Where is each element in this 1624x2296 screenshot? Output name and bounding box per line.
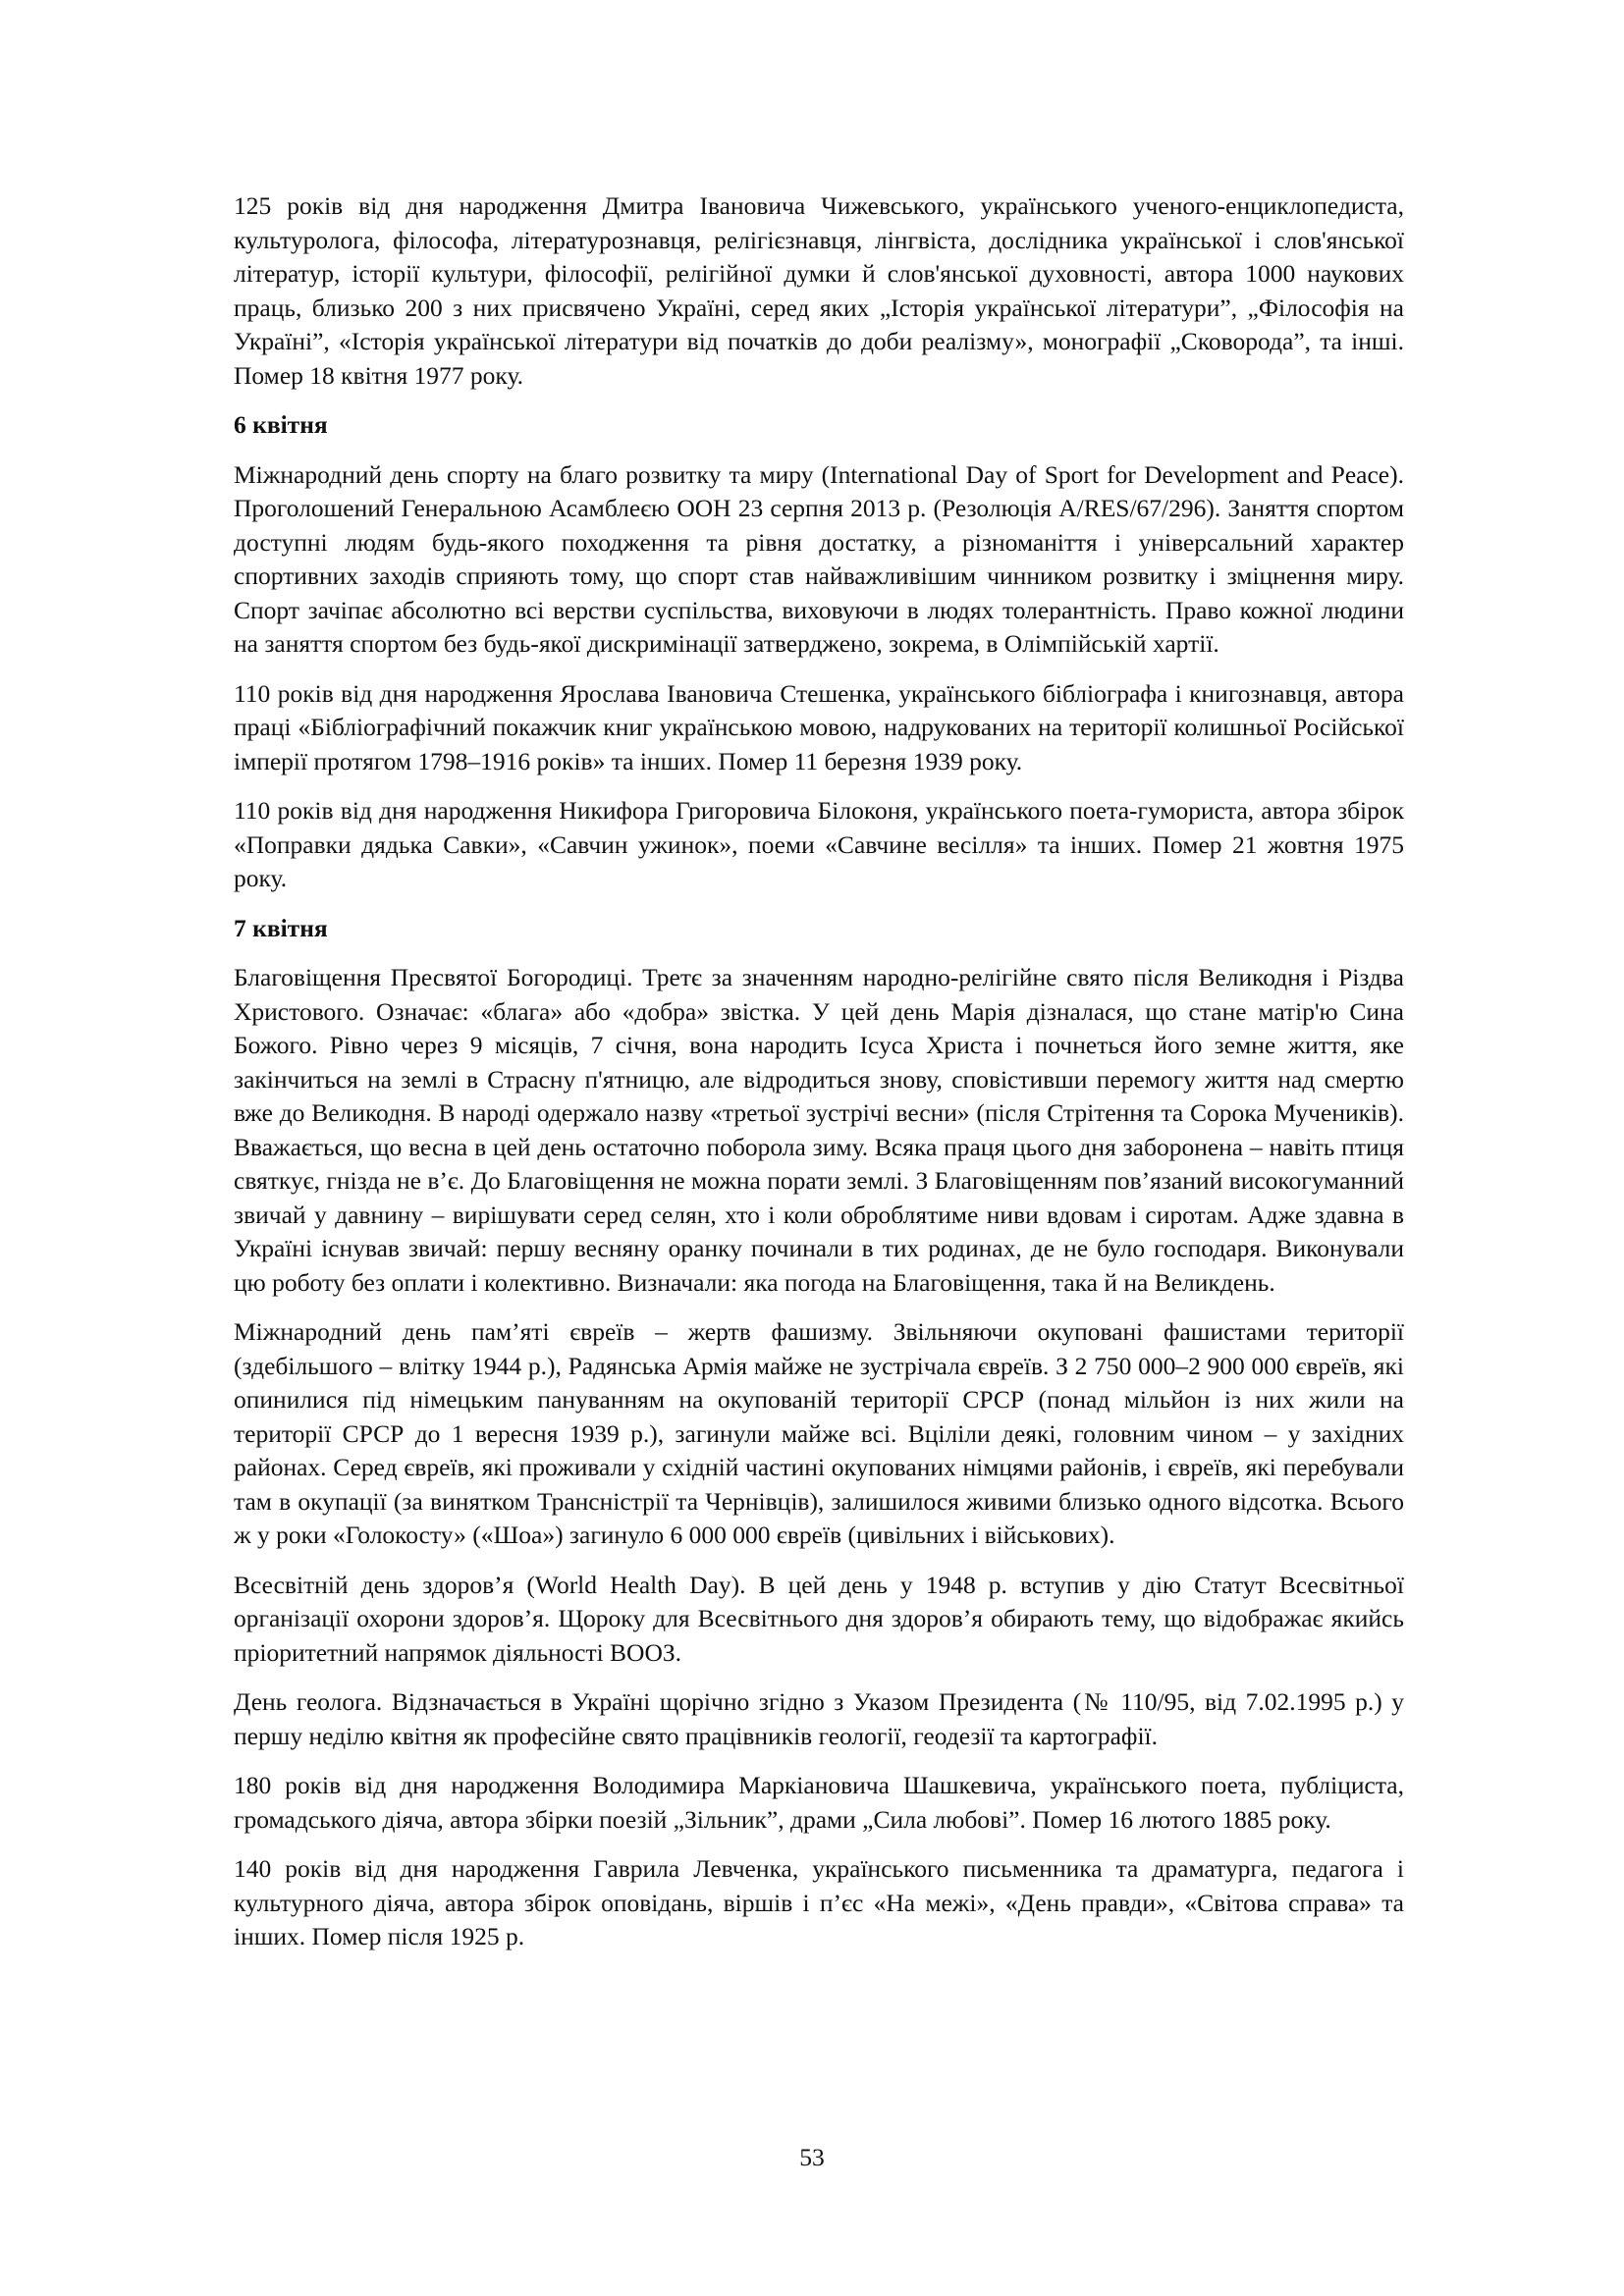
date-heading-april-7: 7 квітня [234,913,328,942]
paragraph-world-health-day: Всесвітній день здоров’я (World Health Day). В цей день у 1948 р. вступив у дію Статут Всесвітньої організації охорони здоров’я. Щороку для Всесвітнього дня здоров’я обирають тему, що відображає якийсь пріоритетний напрямок діяльності ВООЗ. [234,1570,1404,1667]
paragraph-shashkevych: 180 років від дня народження Володимира Маркіановича Шашкевича, українського поета, публіциста, громадського діяча, автора збірки поезій „Зільник”, драми „Сила любові”. Помер 16 лютого 1885 року. [234,1771,1404,1834]
paragraph-sport-day: Міжнародний день спорту на благо розвитку та миру (International Day of Sport for Development and Peace). Проголошений Генеральною Асамблеєю ООН 23 серпня 2013 р. (Резолюція A/RES/67/296). Заняття спортом доступні людям будь-якого походження та рівня достатку, а різноманіття і універсальний характер спортивних заходів сприяють тому, що спорт став найважливішим чинником розвитку і зміцнення миру. Спорт зачіпає абсолютно всі верстви суспільства, виховуючи в людях толерантність. Право кожної людини на заняття спортом без будь-якої дискримінації затверджено, зокрема, в Олімпійській хартії. [234,459,1404,658]
page-number: 53 [799,2143,825,2171]
paragraph-holocaust-remembrance: Міжнародний день пам’яті євреїв – жертв фашизму. Звільняючи окуповані фашистами території (здебільшого – влітку 1944 р.), Радянська Армія майже не зустрічала євреїв. З 2 750 000–2 900 000 євреїв, які опинилися під німецьким пануванням на окупованій території СРСР (понад мільйон із них жили на території СРСР до 1 вересня 1939 р.), загинули майже всі. Вціліли деякі, головним чином – у західних районах. Серед євреїв, які проживали у східній частині окупованих німцями районів, і євреїв, які перебували там в окупації (за винятком Трансністрії та Чернівців), залишилося живими близько одного відсотка. Всього ж у роки «Голокосту» («Шоа») загинуло 6 000 000 євреїв (цивільних і військових). [234,1317,1404,1549]
page-body [234,189,1404,1970]
paragraph-geologist-day: День геолога. Відзначається в Україні щорічно згідно з Указом Президента (№ 110/95, від 7.02.1995 р.) у першу неділю квітня як професійне свято працівників геології, геодезії та картографії. [234,1687,1404,1750]
paragraph-chyzhevskyi: 125 років від дня народження Дмитра Івановича Чижевського, українського ученого-енциклопедиста, культуролога, філософа, літературознавця, релігієзнавця, лінгвіста, дослідника української і слов'янської літератур, історії культури, філософії, релігійної думки й слов'янської духовності, автора 1000 наукових праць, близько 200 з них присвячено Україні, серед яких „Історія української літератури”, „Філософія на Україні”, «Історія української літератури від початків до доби реалізму», монографії „Сковорода”, та інші. Помер 18 квітня 1977 року. [234,191,1404,390]
date-heading-april-6: 6 квітня [234,410,328,439]
paragraph-annunciation: Благовіщення Пресвятої Богородиці. Третє за значенням народно-релігійне свято після Великодня і Різдва Христового. Означає: «блага» або «добра» звістка. У цей день Марія дізналася, що стане матір'ю Сина Божого. Рівно через 9 місяців, 7 січня, вона народить Ісуса Христа і почнеться його земне життя, яке закінчиться на землі в Страсну п'ятницю, але відродиться знову, сповістивши перемогу життя над смертю вже до Великодня. В народі одержало назву «третьої зустрічі весни» (після Стрітення та Сорока Мучеників). Вважається, що весна в цей день остаточно поборола зиму. Всяка праця цього дня заборонена – навіть птиця святкує, гнізда не в’є. До Благовіщення не можна порати землі. З Благовіщенням пов’язаний високогуманний звичай у давнину – вирішувати серед селян, хто і коли оброблятиме ниви вдовам і сиротам. Адже здавна в Україні існував звичай: першу весняну оранку починали в тих родинах, де не було господаря. Виконували цю роботу без оплати і колективно. Визначали: яка погода на Благовіщення, така й на Великдень. [234,963,1404,1297]
paragraph-bilokon: 110 років від дня народження Никифора Григоровича Білоконя, українського поета-гумориста, автора збірок «Поправки дядька Савки», «Савчин ужинок», поеми «Савчине весілля» та інших. Помер 21 жовтня 1975 року. [234,796,1404,892]
paragraph-levchenko: 140 років від дня народження Гаврила Левченка, українського письменника та драматурга, педагога і культурного діяча, автора збірок оповідань, віршів і п’єс «На межі», «День правди», «Світова справа» та інших. Помер після 1925 р. [234,1854,1404,1950]
paragraph-steshenko: 110 років від дня народження Ярослава Івановича Стешенка, українського бібліографа і книгознавця, автора праці «Бібліографічний покажчик книг українською мовою, надрукованих на території колишньої Російської імперії протягом 1798–1916 років» та інших. Помер 11 березня 1939 року. [234,678,1404,775]
